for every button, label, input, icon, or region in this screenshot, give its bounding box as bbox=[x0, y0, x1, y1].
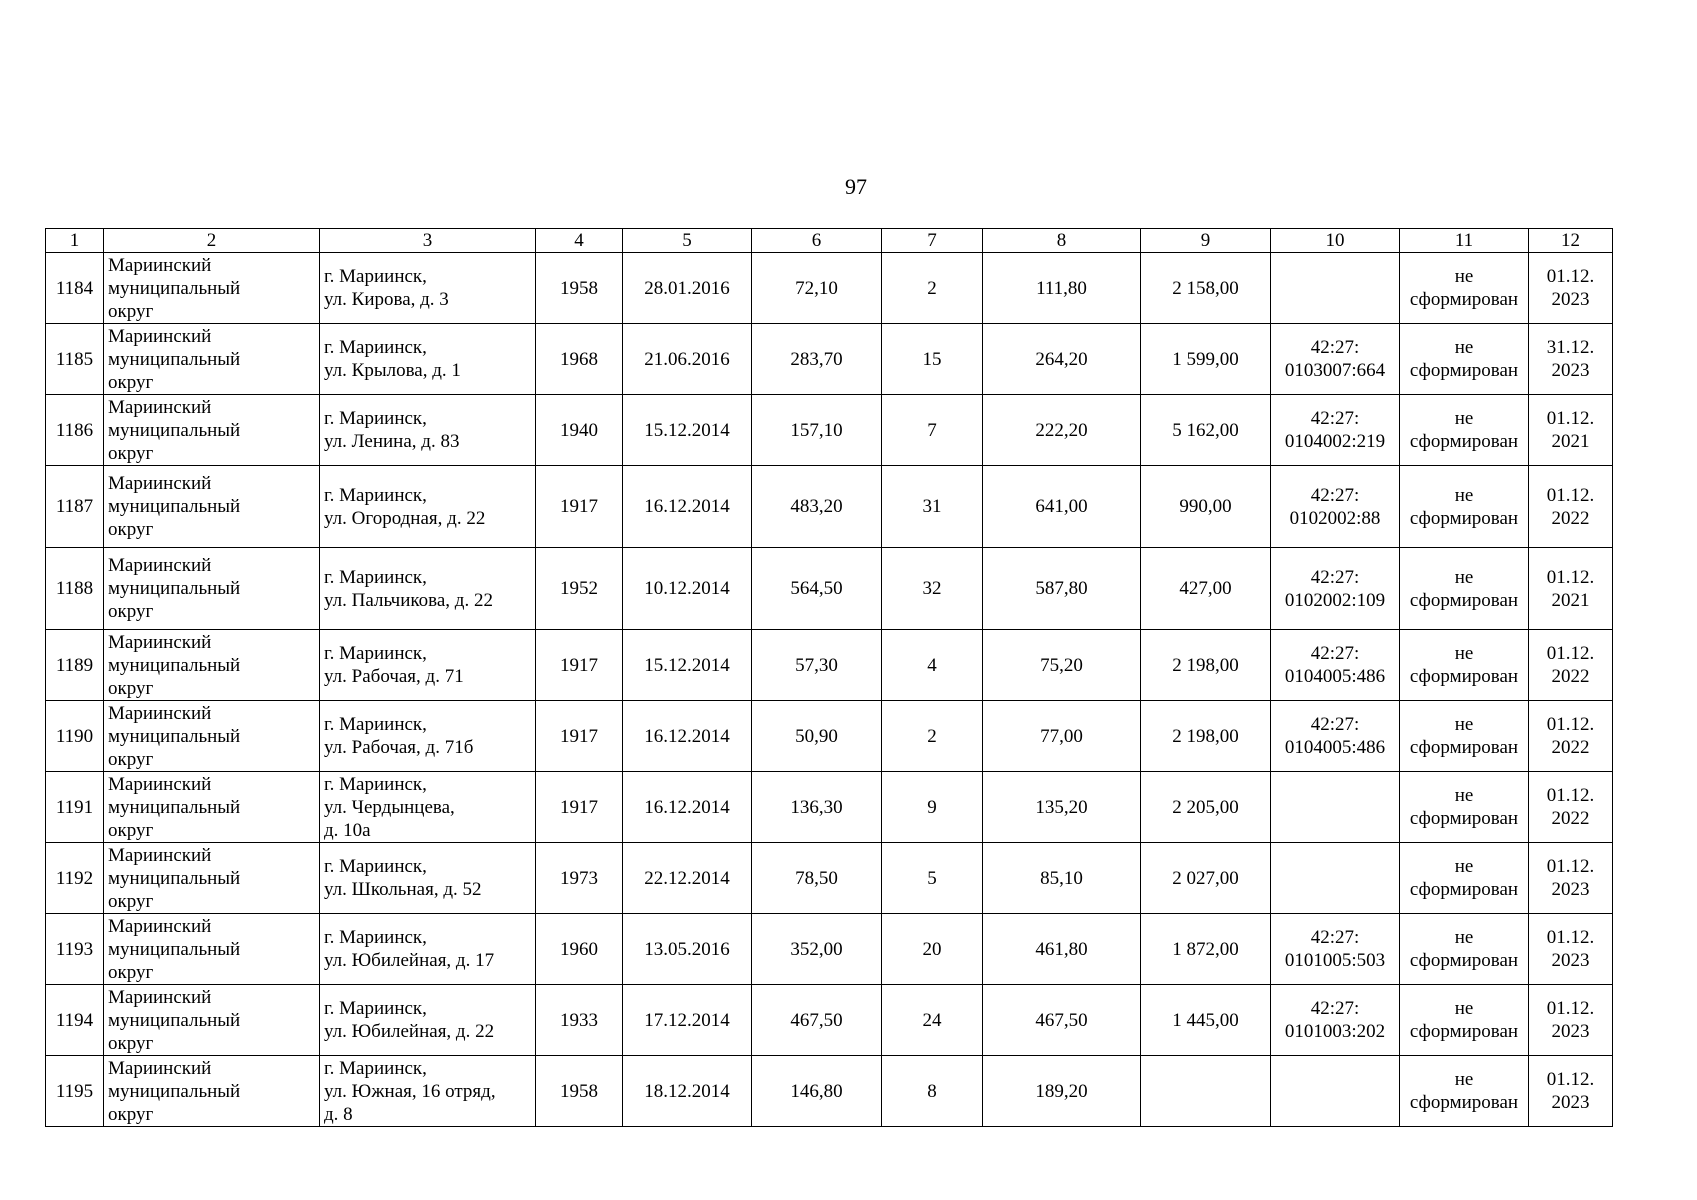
status-cell-line: не bbox=[1454, 714, 1474, 735]
row-number: 1190 bbox=[46, 701, 104, 772]
deadline-cell-line: 01.12. bbox=[1546, 927, 1595, 948]
deadline-cell-line: 01.12. bbox=[1546, 1069, 1595, 1090]
district-cell-line: Мариинский bbox=[108, 915, 212, 937]
count-cell: 32 bbox=[882, 548, 983, 630]
deadline-cell-line: 2022 bbox=[1551, 666, 1590, 687]
table-row bbox=[46, 324, 1613, 395]
area2-cell: 641,00 bbox=[983, 466, 1141, 548]
date-cell: 21.06.2016 bbox=[623, 324, 752, 395]
district-cell bbox=[104, 395, 320, 466]
district-cell bbox=[104, 843, 320, 914]
column-header: 7 bbox=[882, 229, 983, 253]
address-cell-line: ул. Кирова, д. 3 bbox=[324, 289, 449, 310]
cadastre-cell-line: 0102002:88 bbox=[1289, 507, 1381, 529]
cadastre-cell bbox=[1271, 395, 1400, 466]
deadline-cell-line: 2023 bbox=[1551, 1021, 1590, 1042]
district-cell bbox=[104, 548, 320, 630]
cadastre-cell bbox=[1271, 253, 1400, 324]
cadastre-cell-line: 0104005:486 bbox=[1284, 737, 1386, 758]
status-cell-line: не bbox=[1454, 998, 1474, 1019]
cost-cell: 2 198,00 bbox=[1141, 701, 1271, 772]
status-cell-line: сформирован bbox=[1409, 1021, 1519, 1042]
column-header: 1 bbox=[46, 229, 104, 253]
cost-cell: 5 162,00 bbox=[1141, 395, 1271, 466]
deadline-cell-line: 2023 bbox=[1551, 950, 1590, 971]
address-cell-line: ул. Юбилейная, д. 22 bbox=[324, 1021, 495, 1042]
deadline-cell bbox=[1529, 843, 1613, 914]
cadastre-cell bbox=[1271, 466, 1400, 548]
date-cell: 13.05.2016 bbox=[623, 914, 752, 985]
status-cell bbox=[1400, 985, 1529, 1056]
count-cell: 5 bbox=[882, 843, 983, 914]
area-cell: 146,80 bbox=[752, 1056, 882, 1127]
district-cell-line: муниципальный bbox=[108, 578, 241, 599]
address-cell-line: д. 8 bbox=[324, 1103, 353, 1125]
cost-cell: 1 445,00 bbox=[1141, 985, 1271, 1056]
table-row bbox=[46, 548, 1613, 630]
area2-cell: 75,20 bbox=[983, 630, 1141, 701]
status-cell bbox=[1400, 843, 1529, 914]
district-cell-line: Мариинский bbox=[108, 702, 212, 724]
table-row bbox=[46, 1056, 1613, 1127]
district-cell-line: округ bbox=[108, 300, 154, 322]
district-cell-line: округ bbox=[108, 748, 154, 770]
address-cell-line: ул. Крылова, д. 1 bbox=[324, 360, 461, 381]
status-cell-line: сформирован bbox=[1409, 589, 1519, 611]
cadastre-cell bbox=[1271, 701, 1400, 772]
deadline-cell-line: 01.12. bbox=[1546, 566, 1595, 588]
address-cell bbox=[320, 843, 536, 914]
district-cell-line: Мариинский bbox=[108, 396, 212, 418]
deadline-cell-line: 01.12. bbox=[1546, 484, 1595, 506]
status-cell bbox=[1400, 324, 1529, 395]
cadastre-cell bbox=[1271, 630, 1400, 701]
area2-cell: 189,20 bbox=[983, 1056, 1141, 1127]
address-cell bbox=[320, 630, 536, 701]
status-cell-line: сформирован bbox=[1409, 950, 1519, 971]
year-cell: 1940 bbox=[536, 395, 623, 466]
row-number: 1187 bbox=[46, 466, 104, 548]
cadastre-cell-line: 0101005:503 bbox=[1284, 950, 1386, 971]
district-cell-line: Мариинский bbox=[108, 473, 212, 494]
count-cell: 15 bbox=[882, 324, 983, 395]
deadline-cell bbox=[1529, 395, 1613, 466]
address-cell-line: г. Мариинск, bbox=[324, 714, 427, 735]
cadastre-cell-line: 42:27: bbox=[1310, 337, 1360, 358]
column-header: 11 bbox=[1400, 229, 1529, 253]
district-cell-line: Мариинский bbox=[108, 325, 212, 347]
area-cell: 50,90 bbox=[752, 701, 882, 772]
area-cell: 72,10 bbox=[752, 253, 882, 324]
status-cell bbox=[1400, 1056, 1529, 1127]
address-cell bbox=[320, 324, 536, 395]
column-number-row bbox=[46, 229, 1613, 253]
area-cell: 57,30 bbox=[752, 630, 882, 701]
table-row bbox=[46, 253, 1613, 324]
district-cell-line: Мариинский bbox=[108, 1057, 212, 1079]
deadline-cell-line: 2022 bbox=[1551, 737, 1590, 758]
table-body bbox=[46, 253, 1613, 1127]
date-cell: 10.12.2014 bbox=[623, 548, 752, 630]
status-cell-line: сформирован bbox=[1409, 666, 1519, 687]
count-cell: 8 bbox=[882, 1056, 983, 1127]
address-cell-line: ул. Юбилейная, д. 17 bbox=[324, 950, 495, 971]
deadline-cell-line: 31.12. bbox=[1546, 337, 1595, 358]
year-cell: 1968 bbox=[536, 324, 623, 395]
address-cell bbox=[320, 548, 536, 630]
table-row bbox=[46, 843, 1613, 914]
district-cell-line: округ bbox=[108, 601, 154, 622]
column-header: 12 bbox=[1529, 229, 1613, 253]
year-cell: 1917 bbox=[536, 630, 623, 701]
district-cell-line: муниципальный bbox=[108, 1080, 241, 1102]
cadastre-cell-line: 42:27: bbox=[1310, 714, 1360, 735]
cost-cell: 2 205,00 bbox=[1141, 772, 1271, 843]
date-cell: 16.12.2014 bbox=[623, 772, 752, 843]
area2-cell: 467,50 bbox=[983, 985, 1141, 1056]
address-cell bbox=[320, 701, 536, 772]
deadline-cell bbox=[1529, 772, 1613, 843]
cost-cell: 1 872,00 bbox=[1141, 914, 1271, 985]
date-cell: 16.12.2014 bbox=[623, 466, 752, 548]
address-cell-line: г. Мариинск, bbox=[324, 266, 427, 287]
registry-table bbox=[45, 228, 1613, 1127]
deadline-cell-line: 2023 bbox=[1551, 289, 1590, 310]
column-header: 4 bbox=[536, 229, 623, 253]
year-cell: 1958 bbox=[536, 1056, 623, 1127]
deadline-cell bbox=[1529, 914, 1613, 985]
row-number: 1191 bbox=[46, 772, 104, 843]
district-cell-line: округ bbox=[108, 677, 154, 699]
deadline-cell bbox=[1529, 466, 1613, 548]
row-number: 1194 bbox=[46, 985, 104, 1056]
column-header: 10 bbox=[1271, 229, 1400, 253]
count-cell: 31 bbox=[882, 466, 983, 548]
district-cell bbox=[104, 914, 320, 985]
area2-cell: 135,20 bbox=[983, 772, 1141, 843]
cadastre-cell bbox=[1271, 843, 1400, 914]
area2-cell: 77,00 bbox=[983, 701, 1141, 772]
area2-cell: 587,80 bbox=[983, 548, 1141, 630]
page-number: 97 bbox=[845, 174, 867, 199]
deadline-cell-line: 01.12. bbox=[1546, 643, 1595, 664]
column-header: 5 bbox=[623, 229, 752, 253]
area2-cell: 222,20 bbox=[983, 395, 1141, 466]
status-cell-line: сформирован bbox=[1409, 879, 1519, 900]
deadline-cell bbox=[1529, 253, 1613, 324]
deadline-cell-line: 01.12. bbox=[1546, 998, 1595, 1019]
district-cell-line: муниципальный bbox=[108, 496, 241, 517]
deadline-cell-line: 2021 bbox=[1551, 589, 1590, 611]
table-row bbox=[46, 466, 1613, 548]
deadline-cell-line: 2023 bbox=[1551, 1092, 1590, 1113]
status-cell-line: не bbox=[1454, 643, 1474, 664]
area2-cell: 111,80 bbox=[983, 253, 1141, 324]
deadline-cell-line: 2023 bbox=[1551, 360, 1590, 381]
address-cell-line: г. Мариинск, bbox=[324, 337, 427, 358]
area-cell: 352,00 bbox=[752, 914, 882, 985]
cadastre-cell bbox=[1271, 1056, 1400, 1127]
cadastre-cell-line: 0101003:202 bbox=[1284, 1021, 1386, 1042]
area-cell: 157,10 bbox=[752, 395, 882, 466]
status-cell-line: сформирован bbox=[1409, 1092, 1519, 1113]
cadastre-cell bbox=[1271, 548, 1400, 630]
status-cell bbox=[1400, 548, 1529, 630]
address-cell bbox=[320, 772, 536, 843]
table-row bbox=[46, 772, 1613, 843]
district-cell bbox=[104, 772, 320, 843]
district-cell bbox=[104, 324, 320, 395]
deadline-cell bbox=[1529, 1056, 1613, 1127]
row-number: 1195 bbox=[46, 1056, 104, 1127]
cadastre-cell bbox=[1271, 324, 1400, 395]
cost-cell: 2 198,00 bbox=[1141, 630, 1271, 701]
date-cell: 15.12.2014 bbox=[623, 630, 752, 701]
row-number: 1185 bbox=[46, 324, 104, 395]
address-cell-line: г. Мариинск, bbox=[324, 773, 427, 795]
address-cell bbox=[320, 985, 536, 1056]
district-cell-line: Мариинский bbox=[108, 844, 212, 866]
district-cell bbox=[104, 701, 320, 772]
district-cell-line: округ bbox=[108, 371, 154, 393]
address-cell bbox=[320, 1056, 536, 1127]
cadastre-cell-line: 0104002:219 bbox=[1284, 431, 1386, 452]
cost-cell: 990,00 bbox=[1141, 466, 1271, 548]
status-cell-line: не bbox=[1454, 927, 1474, 948]
date-cell: 18.12.2014 bbox=[623, 1056, 752, 1127]
count-cell: 20 bbox=[882, 914, 983, 985]
cadastre-cell bbox=[1271, 772, 1400, 843]
row-number: 1193 bbox=[46, 914, 104, 985]
status-cell-line: не bbox=[1454, 785, 1474, 806]
column-header: 9 bbox=[1141, 229, 1271, 253]
area-cell: 564,50 bbox=[752, 548, 882, 630]
district-cell-line: муниципальный bbox=[108, 867, 241, 889]
address-cell bbox=[320, 466, 536, 548]
date-cell: 15.12.2014 bbox=[623, 395, 752, 466]
cadastre-cell-line: 42:27: bbox=[1310, 408, 1360, 429]
area2-cell: 461,80 bbox=[983, 914, 1141, 985]
deadline-cell bbox=[1529, 701, 1613, 772]
area-cell: 78,50 bbox=[752, 843, 882, 914]
district-cell bbox=[104, 253, 320, 324]
address-cell-line: г. Мариинск, bbox=[324, 1057, 427, 1079]
address-cell-line: ул. Чердынцева, bbox=[324, 796, 455, 818]
address-cell-line: ул. Ленина, д. 83 bbox=[324, 431, 460, 452]
count-cell: 7 bbox=[882, 395, 983, 466]
cadastre-cell-line: 42:27: bbox=[1310, 566, 1360, 588]
column-header: 2 bbox=[104, 229, 320, 253]
cadastre-cell-line: 42:27: bbox=[1310, 927, 1360, 948]
table-row bbox=[46, 985, 1613, 1056]
count-cell: 4 bbox=[882, 630, 983, 701]
area2-cell: 264,20 bbox=[983, 324, 1141, 395]
cadastre-cell-line: 42:27: bbox=[1310, 484, 1360, 506]
deadline-cell-line: 01.12. bbox=[1546, 266, 1595, 287]
table-row bbox=[46, 630, 1613, 701]
status-cell-line: не bbox=[1454, 337, 1474, 358]
address-cell-line: ул. Рабочая, д. 71б bbox=[324, 737, 474, 758]
date-cell: 17.12.2014 bbox=[623, 985, 752, 1056]
address-cell-line: ул. Пальчикова, д. 22 bbox=[324, 589, 493, 611]
status-cell-line: сформирован bbox=[1409, 289, 1519, 310]
area-cell: 483,20 bbox=[752, 466, 882, 548]
deadline-cell-line: 2022 bbox=[1551, 808, 1590, 829]
district-cell-line: округ bbox=[108, 442, 154, 464]
status-cell bbox=[1400, 630, 1529, 701]
district-cell bbox=[104, 630, 320, 701]
year-cell: 1917 bbox=[536, 466, 623, 548]
year-cell: 1960 bbox=[536, 914, 623, 985]
cost-cell bbox=[1141, 1056, 1271, 1127]
row-number: 1192 bbox=[46, 843, 104, 914]
year-cell: 1933 bbox=[536, 985, 623, 1056]
count-cell: 24 bbox=[882, 985, 983, 1056]
column-header: 6 bbox=[752, 229, 882, 253]
count-cell: 2 bbox=[882, 701, 983, 772]
district-cell-line: округ bbox=[108, 1103, 154, 1125]
row-number: 1184 bbox=[46, 253, 104, 324]
area-cell: 283,70 bbox=[752, 324, 882, 395]
address-cell bbox=[320, 914, 536, 985]
district-cell-line: муниципальный bbox=[108, 277, 241, 299]
district-cell-line: округ bbox=[108, 961, 154, 983]
district-cell-line: Мариинский bbox=[108, 773, 212, 795]
year-cell: 1917 bbox=[536, 772, 623, 843]
year-cell: 1973 bbox=[536, 843, 623, 914]
column-header: 3 bbox=[320, 229, 536, 253]
address-cell-line: г. Мариинск, bbox=[324, 927, 427, 948]
area-cell: 467,50 bbox=[752, 985, 882, 1056]
deadline-cell-line: 01.12. bbox=[1546, 856, 1595, 877]
cadastre-cell bbox=[1271, 914, 1400, 985]
cost-cell: 427,00 bbox=[1141, 548, 1271, 630]
table-row bbox=[46, 701, 1613, 772]
status-cell-line: не bbox=[1454, 856, 1474, 877]
district-cell-line: Мариинский bbox=[108, 254, 212, 276]
district-cell-line: муниципальный bbox=[108, 419, 241, 441]
address-cell-line: г. Мариинск, bbox=[324, 643, 427, 664]
district-cell-line: муниципальный bbox=[108, 1009, 241, 1031]
address-cell-line: ул. Рабочая, д. 71 bbox=[324, 666, 464, 687]
district-cell-line: муниципальный bbox=[108, 796, 241, 818]
address-cell bbox=[320, 253, 536, 324]
status-cell bbox=[1400, 914, 1529, 985]
cost-cell: 1 599,00 bbox=[1141, 324, 1271, 395]
address-cell-line: д. 10а bbox=[324, 819, 371, 841]
status-cell-line: сформирован bbox=[1409, 808, 1519, 829]
address-cell-line: ул. Огородная, д. 22 bbox=[324, 507, 486, 529]
cadastre-cell-line: 0102002:109 bbox=[1284, 589, 1386, 611]
status-cell bbox=[1400, 772, 1529, 843]
district-cell-line: муниципальный bbox=[108, 654, 241, 676]
status-cell-line: не bbox=[1454, 566, 1474, 588]
status-cell-line: не bbox=[1454, 484, 1474, 506]
district-cell-line: Мариинский bbox=[108, 986, 212, 1008]
area2-cell: 85,10 bbox=[983, 843, 1141, 914]
date-cell: 22.12.2014 bbox=[623, 843, 752, 914]
row-number: 1189 bbox=[46, 630, 104, 701]
district-cell-line: Мариинский bbox=[108, 555, 212, 576]
status-cell-line: не bbox=[1454, 1069, 1474, 1090]
count-cell: 2 bbox=[882, 253, 983, 324]
address-cell-line: г. Мариинск, bbox=[324, 566, 427, 588]
deadline-cell bbox=[1529, 324, 1613, 395]
date-cell: 16.12.2014 bbox=[623, 701, 752, 772]
district-cell bbox=[104, 985, 320, 1056]
cadastre-cell-line: 42:27: bbox=[1310, 998, 1360, 1019]
district-cell-line: округ bbox=[108, 819, 154, 841]
status-cell-line: сформирован bbox=[1409, 431, 1519, 452]
district-cell-line: округ bbox=[108, 519, 154, 540]
status-cell bbox=[1400, 466, 1529, 548]
year-cell: 1958 bbox=[536, 253, 623, 324]
cadastre-cell-line: 0103007:664 bbox=[1284, 360, 1386, 381]
table-row bbox=[46, 395, 1613, 466]
cadastre-cell bbox=[1271, 985, 1400, 1056]
district-cell bbox=[104, 1056, 320, 1127]
deadline-cell-line: 01.12. bbox=[1546, 408, 1595, 429]
date-cell: 28.01.2016 bbox=[623, 253, 752, 324]
row-number: 1186 bbox=[46, 395, 104, 466]
address-cell-line: г. Мариинск, bbox=[324, 484, 427, 506]
deadline-cell-line: 2021 bbox=[1551, 431, 1590, 452]
district-cell-line: муниципальный bbox=[108, 348, 241, 370]
area-cell: 136,30 bbox=[752, 772, 882, 843]
status-cell bbox=[1400, 701, 1529, 772]
deadline-cell-line: 2023 bbox=[1551, 879, 1590, 900]
status-cell bbox=[1400, 395, 1529, 466]
deadline-cell bbox=[1529, 630, 1613, 701]
status-cell bbox=[1400, 253, 1529, 324]
cost-cell: 2 158,00 bbox=[1141, 253, 1271, 324]
address-cell-line: ул. Школьная, д. 52 bbox=[324, 879, 482, 900]
address-cell-line: ул. Южная, 16 отряд, bbox=[324, 1080, 496, 1102]
status-cell-line: сформирован bbox=[1409, 737, 1519, 758]
row-number: 1188 bbox=[46, 548, 104, 630]
district-cell-line: округ bbox=[108, 1032, 154, 1054]
address-cell-line: г. Мариинск, bbox=[324, 856, 427, 877]
deadline-cell bbox=[1529, 985, 1613, 1056]
column-header: 8 bbox=[983, 229, 1141, 253]
status-cell-line: сформирован bbox=[1409, 507, 1519, 529]
cadastre-cell-line: 42:27: bbox=[1310, 643, 1360, 664]
deadline-cell-line: 01.12. bbox=[1546, 714, 1595, 735]
address-cell-line: г. Мариинск, bbox=[324, 998, 427, 1019]
status-cell-line: не bbox=[1454, 266, 1474, 287]
district-cell-line: муниципальный bbox=[108, 725, 241, 747]
year-cell: 1917 bbox=[536, 701, 623, 772]
cadastre-cell-line: 0104005:486 bbox=[1284, 666, 1386, 687]
deadline-cell-line: 01.12. bbox=[1546, 785, 1595, 806]
count-cell: 9 bbox=[882, 772, 983, 843]
cost-cell: 2 027,00 bbox=[1141, 843, 1271, 914]
deadline-cell-line: 2022 bbox=[1551, 507, 1590, 529]
address-cell-line: г. Мариинск, bbox=[324, 408, 427, 429]
deadline-cell bbox=[1529, 548, 1613, 630]
district-cell-line: округ bbox=[108, 890, 154, 912]
district-cell-line: муниципальный bbox=[108, 938, 241, 960]
table-row bbox=[46, 914, 1613, 985]
address-cell bbox=[320, 395, 536, 466]
district-cell-line: Мариинский bbox=[108, 631, 212, 653]
year-cell: 1952 bbox=[536, 548, 623, 630]
district-cell bbox=[104, 466, 320, 548]
status-cell-line: сформирован bbox=[1409, 360, 1519, 381]
status-cell-line: не bbox=[1454, 408, 1474, 429]
